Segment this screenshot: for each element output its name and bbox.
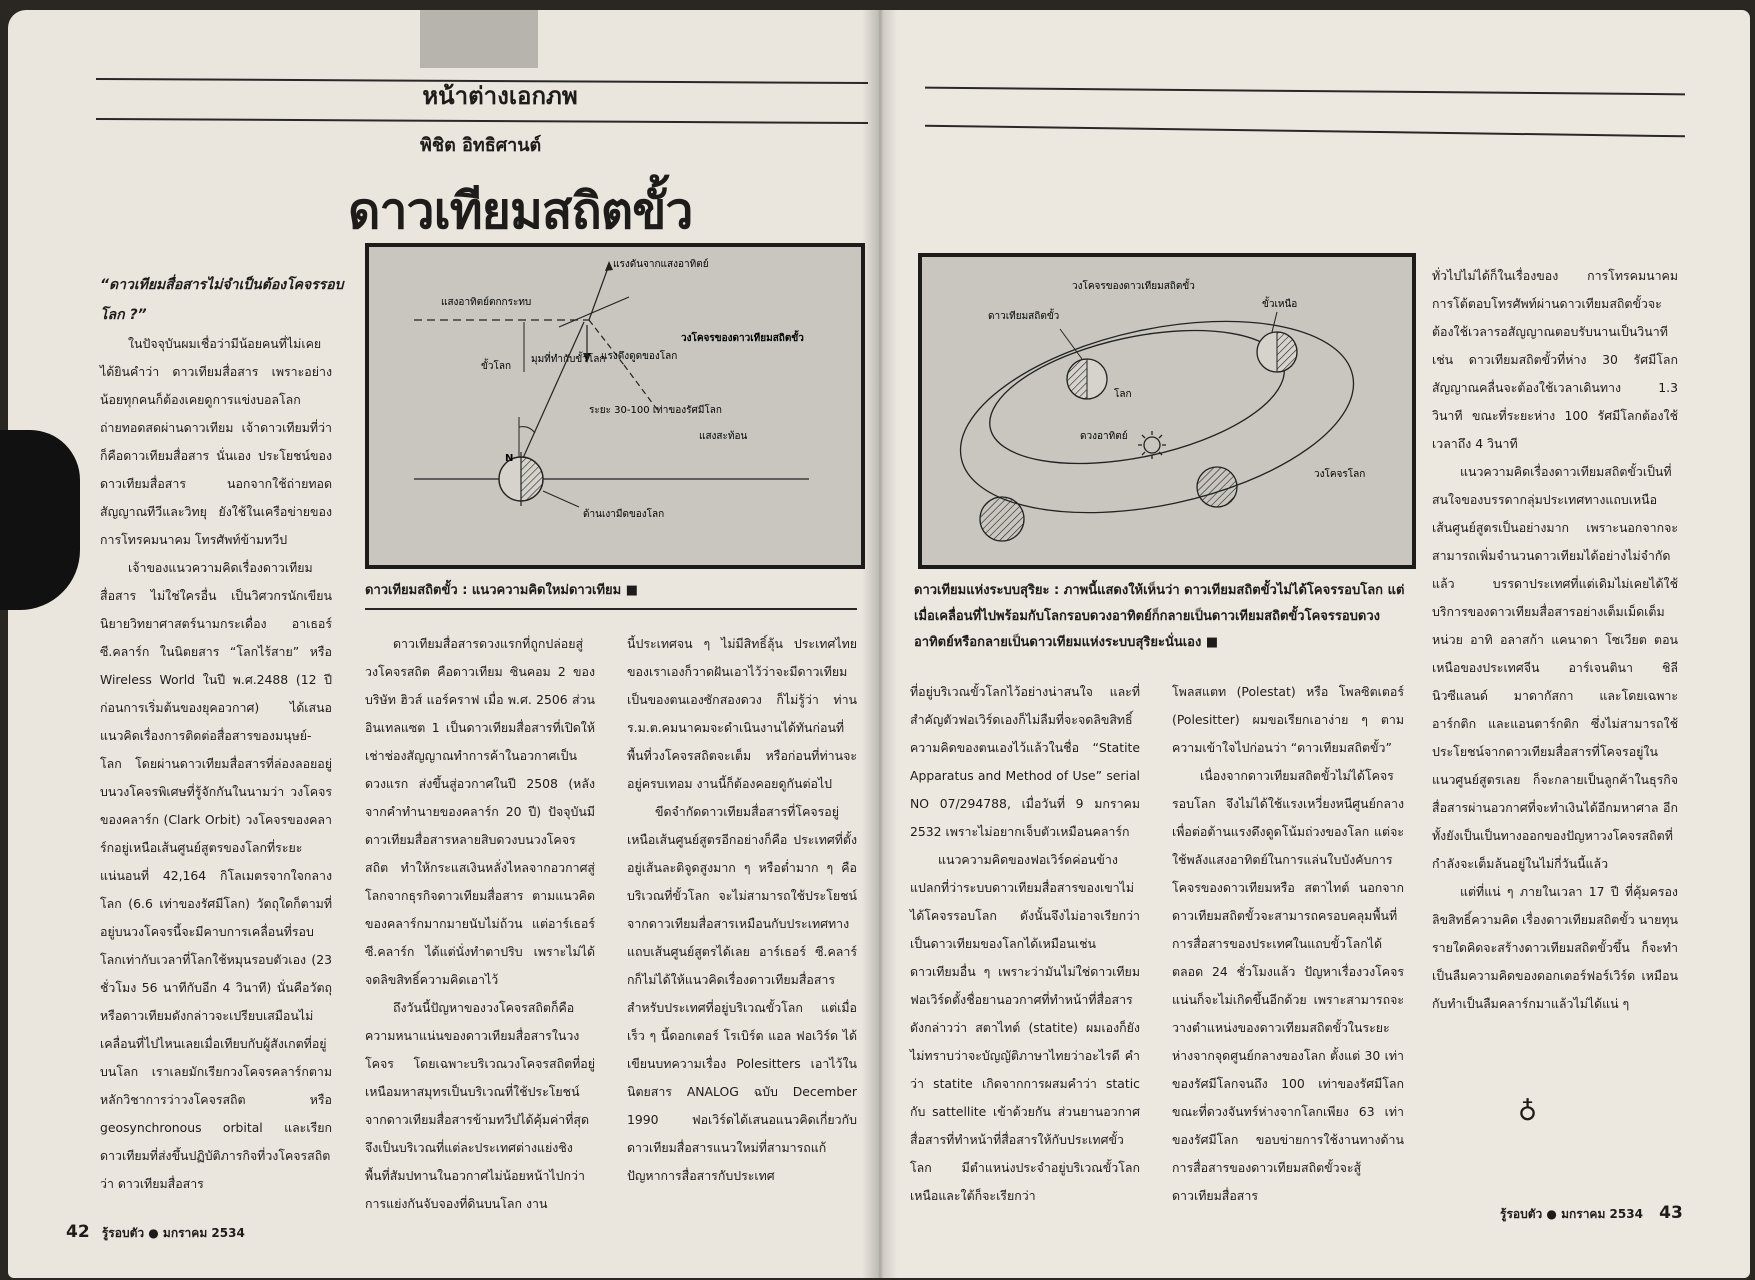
label-pole: ขั้วโลก bbox=[481, 361, 512, 372]
paragraph: แนวความคิดของฟอเวิร์ดค่อนข้างแปลกที่ว่าระบบดาวเทียมสื่อสารของเขาไม่ได้โคจรรอบโลก ดังนั้นจึงไม่อาจเรียกว่าเป็นดาวเทียมของโลกได้เหมือนเช่นดาวเทียมอื่น ๆ เพราะว่ามันไม่ใช่ดาวเทียม ฟอเวิร์ดตั้งชื่อยานอวกาศที่ทำหน้าที่สื่อสารดังกล่าวว่า สตาไทต์ (statite) ผมเองก็ยังไม่ทราบว่าจะบัญญัติภาษาไทยว่าอะไรดี คำว่า statite เกิดจากการผสมคำว่า static กับ sattellite เข้าด้วยกัน ส่วนยานอวกาศสื่อสารที่ทำหน้าที่สื่อสารให้กับประเทศขั้วโลก มีตำแหน่งประจำอยู่บริเวณขั้วโลกเหนือและใต้ก็จะเรียกว่า bbox=[910, 852, 1140, 1203]
left-column-3 bbox=[627, 630, 857, 1190]
figure-polesitter-diagram bbox=[365, 243, 865, 569]
label-north-pole: ขั้วเหนือ bbox=[1262, 299, 1298, 310]
left-folio bbox=[66, 1222, 245, 1243]
label-angle: มุมที่ทำกับขั้วโลก bbox=[531, 354, 606, 365]
caption-rule-left bbox=[365, 608, 857, 610]
finger-shadow bbox=[0, 430, 80, 610]
article-headline: ดาวเทียมสถิตขั้ว bbox=[348, 182, 693, 240]
figure-1-caption: ดาวเทียมสถิตขั้ว : แนวความคิดใหม่ดาวเทียม ■ bbox=[365, 583, 639, 598]
left-column-2 bbox=[365, 630, 595, 1218]
end-mark-icon: ♁ bbox=[1518, 1097, 1538, 1127]
label-earth-orbit: วงโคจรโลก bbox=[1314, 469, 1366, 480]
paragraph: โพลสแตท (Polestat) หรือ โพลซิตเตอร์ (Polesitter) ผมขอเรียกเอาง่าย ๆ ตามความเข้าใจไปก่อนว่า “ดาวเทียมสถิตขั้ว” bbox=[1172, 684, 1404, 755]
paragraph: ดาวเทียมสื่อสารดวงแรกที่ถูกปล่อยสู่วงโคจรสถิต คือดาวเทียม ซินคอม 2 ของบริษัท ฮิวส์ แอร์คราฟ เมื่อ พ.ศ. 2506 ส่วนอินเทลแซต 1 เป็นดาวเทียมสื่อสารที่เปิดให้เช่าช่องสัญญาณทำการค้าในอวกาศเป็นดวงแรก ส่งขึ้นสู่อวกาศในปี 2508 (หลังจากคำทำนายของคลาร์ก 20 ปี) ปัจจุบันมีดาวเทียมสื่อสารหลายสิบดวงบนวงโคจรสถิต ทำให้กระแสเงินหลั่งไหลจากอวกาศสู่โลกจากธุรกิจดาวเทียมสื่อสาร ตามแนวคิดของคลาร์กมากมายนับไม่ถ้วน แต่อาร์เธอร์ ซี.คลาร์ก ได้แต่นั่งทำตาปริบ เพราะไม่ได้จดลิขสิทธิ์ความคิดเอาไว้ bbox=[365, 636, 595, 987]
label-north: N bbox=[505, 453, 514, 464]
pull-quote: “ดาวเทียมสื่อสารไม่จำเป็นต้องโคจรรอบโลก ?” bbox=[100, 277, 344, 323]
paragraph: ขีดจำกัดดาวเทียมสื่อสารที่โคจรอยู่เหนือเส้นศูนย์สูตรอีกอย่างก็คือ ประเทศที่ตั้งอยู่เส้นละติจูดสูงมาก ๆ หรือต่ำมาก ๆ คือบริเวณที่ขั้วโลก จะไม่สามารถใช้ประโยชน์จากดาวเทียมสื่อสารเหมือนกับประเทศทางแถบเส้นศูนย์สูตรได้เลย อาร์เธอร์ ซี.คลาร์กก็ไม่ได้ให้แนวคิดเรื่องดาวเทียมสื่อสารสำหรับประเทศที่อยู่บริเวณขั้วโลก แต่เมื่อเร็ว ๆ นี้ดอกเตอร์ โรเบิร์ต แอล ฟอเวิร์ด ได้เขียนบทความเรื่อง Polesitters เอาไว้ในนิตยสาร ANALOG ฉบับ December 1990 ฟอเวิร์ดได้เสนอแนวคิดเกี่ยวกับดาวเทียมสื่อสารแนวใหม่ที่สามารถแก้ปัญหาการสื่อสารกับประเทศ bbox=[627, 804, 857, 1183]
paragraph: เจ้าของแนวความคิดเรื่องดาวเทียมสื่อสาร ไม่ใช่ใครอื่น เป็นวิศวกรนักเขียนนิยายวิทยาศาสตร์นามกระเดื่อง อาเธอร์ ซี.คลาร์ก ในนิตยสาร “โลกไร้สาย” หรือ Wireless World ในปี พ.ศ.2488 (12 ปีก่อนการเริ่มต้นของยุคอวกาศ) ได้เสนอแนวคิดเรื่องการติดต่อสื่อสารของมนุษย์-โลก โดยผ่านดาวเทียมสื่อสารที่ล่องลอยอยู่บนวงโคจรพิเศษที่รู้จักกันในนามว่า วงโคจรของคลาร์ก (Clark Orbit) วงโคจรของคลาร์กอยู่เหนือเส้นศูนย์สูตรของโลกที่ระยะแน่นอนที่ 42,164 กิโลเมตรจากใจกลางโลก (6.6 เท่าของรัศมีโลก) วัตถุใดก็ตามที่อยู่บนวงโคจรนี้จะมีคาบการเคลื่อนที่รอบโลกเท่ากับเวลาที่โลกใช้หมุนรอบตัวเอง (23 ชั่วโมง 56 นาทีกับอีก 4 วินาที) นั่นคือวัตถุหรือดาวเทียมดังกล่าวจะเปรียบเสมือนไม่เคลื่อนที่ไปไหนเลยเมื่อเทียบกับผู้สังเกตที่อยู่บนโลก เราเลยมักเรียกวงโคจรคลาร์กตามหลักวิชาการว่าวงโคจรสถิต หรือ geosynchronous orbital และเรียกดาวเทียมที่ส่งขึ้นปฏิบัติภารกิจที่วงโคจรสถิตว่า ดาวเทียมสื่อสาร bbox=[100, 560, 332, 1191]
right-folio-text: รู้รอบตัว ● มกราคม 2534 bbox=[1500, 1207, 1643, 1221]
book-gutter bbox=[862, 10, 898, 1278]
paragraph: เนื่องจากดาวเทียมสถิตขั้วไม่ได้โคจรรอบโลก จึงไม่ได้ใช้แรงเหวี่ยงหนีศูนย์กลางเพื่อต่อต้านแรงดึงดูดโน้มถ่วงของโลก แต่จะใช้พลังแสงอาทิตย์ในการแล่นใบบังคับการโคจรของดาวเทียมหรือ สตาไทต์ นอกจากดาวเทียมสถิตขั้วจะสามารถครอบคลุมพื้นที่การสื่อสารของประเทศในแถบขั้วโลกได้ตลอด 24 ชั่วโมงแล้ว ปัญหาเรื่องวงโคจรแน่นก็จะไม่เกิดขึ้นอีกด้วย เพราะสามารถจะวางตำแหน่งของดาวเทียมสถิตขั้วในระยะห่างจากจุดศูนย์กลางของโลก ตั้งแต่ 30 เท่าของรัศมีโลกจนถึง 100 เท่าของรัศมีโลก ขณะที่ดวงจันทร์ห่างจากโลกเพียง 63 เท่าของรัศมีโลก ขอบข่ายการใช้งานทางด้านการสื่อสารของดาวเทียมสถิตขั้วจะสู้ดาวเทียมสื่อสาร bbox=[1172, 768, 1404, 1203]
solar-system-diagram-svg bbox=[922, 257, 1412, 565]
paragraph: ในปัจจุบันผมเชื่อว่ามีน้อยคนที่ไม่เคยได้ยินคำว่า ดาวเทียมสื่อสาร เพราะอย่างน้อยทุกคนก็ต้องเคยดูการแข่งบอลโลกถ่ายทอดสดผ่านดาวเทียม เจ้าดาวเทียมที่ว่าก็คือดาวเทียมสื่อสาร นั่นเอง ประโยชน์ของดาวเทียมสื่อสาร นอกจากใช้ถ่ายทอดสัญญาณทีวีและวิทยุ ยังใช้ในเครือข่ายของการโทรคมนาคม โทรศัพท์ข้ามทวีป bbox=[100, 336, 332, 547]
paragraph: นี้ประเทศจน ๆ ไม่มีสิทธิ์ลุ้น ประเทศไทยของเราเองก็วาดฝันเอาไว้ว่าจะมีดาวเทียมเป็นของตนเองซักสองดวง ก็ไม่รู้ว่า ท่าน ร.ม.ต.คมนาคมจะดำเนินงานได้ทันก่อนที่พื้นที่วงโคจรสถิตจะเต็ม หรือก่อนที่ท่านจะอยู่ครบเทอม งานนี้ก็ต้องคอยดูกันต่อไป bbox=[627, 636, 857, 791]
right-folio bbox=[1500, 1203, 1683, 1224]
label-gravity: แรงดึงดูดของโลก bbox=[601, 351, 678, 362]
right-column-2 bbox=[1172, 678, 1404, 1210]
label-satellite: ดาวเทียมสถิตขั้ว bbox=[988, 311, 1060, 322]
label-satellite-orbit: วงโคจรของดาวเทียมสถิตขั้ว bbox=[1072, 281, 1195, 292]
label-reflected: แสงสะท้อน bbox=[699, 431, 748, 442]
header-rule-bottom-right bbox=[925, 125, 1685, 138]
label-radiation-pressure: แรงดันจากแสงอาทิตย์ bbox=[613, 259, 709, 270]
left-folio-text: รู้รอบตัว ● มกราคม 2534 bbox=[101, 1226, 245, 1240]
label-orbit: วงโคจรของดาวเทียมสถิตขั้ว bbox=[681, 333, 804, 344]
label-earth: โลก bbox=[1114, 389, 1132, 400]
paragraph: ถึงวันนี้ปัญหาของวงโคจรสถิตก็คือ ความหนาแน่นของดาวเทียมสื่อสารในวงโคจร โดยเฉพาะบริเวณวงโคจรสถิตที่อยู่เหนือมหาสมุทรเป็นบริเวณที่ใช้ประโยชน์จากดาวเทียมสื่อสารข้ามทวีปได้คุ้มค่าที่สุด จึงเป็นบริเวณที่แต่ละประเทศต่างแย่งชิงพื้นที่สัมปทานในอวกาศไม่น้อยหน้าไปกว่าการแย่งกันจับจองที่ดินบนโลก งาน bbox=[365, 1000, 595, 1211]
right-column-1 bbox=[910, 678, 1140, 1210]
paragraph: แต่ที่แน่ ๆ ภายในเวลา 17 ปี ที่คุ้มครองลิขสิทธิ์ความคิด เรื่องดาวเทียมสถิตขั้ว นายทุนรายใดคิดจะสร้างดาวเทียมสถิตขั้วขึ้น ก็จะทำเป็นลืมความคิดของดอกเตอร์ฟอร์เวิร์ด เหมือนกับทำเป็นลืมคลาร์กมาแล้วไม่ได้แน่ ๆ bbox=[1432, 884, 1678, 1011]
figure-2-caption: ดาวเทียมแห่งระบบสุริยะ : ภาพนี้แสดงให้เห็นว่า ดาวเทียมสถิตขั้วไม่ได้โคจรรอบโลก แต่เมื่อเคลื่อนที่ไปพร้อมกับโลกรอบดวงอาทิตย์ก็กลายเป็นดาวเทียมสถิตขั้วโคจรรอบดวงอาทิตย์หรือกลายเป็นดาวเทียมแห่งระบบสุริยะนั่นเอง ■ bbox=[914, 583, 1405, 650]
polesitter-diagram-svg bbox=[369, 247, 861, 565]
grey-tab bbox=[420, 10, 538, 68]
header-rule-top-right bbox=[925, 87, 1685, 96]
author-name: พิชิต อิทธิศานต์ bbox=[420, 135, 542, 156]
right-column-3 bbox=[1432, 262, 1678, 1018]
label-sunlight: แสงอาทิตย์ตกกระทบ bbox=[441, 297, 532, 308]
left-column-1 bbox=[100, 330, 332, 1198]
label-night-side: ด้านเงามืดของโลก bbox=[583, 509, 665, 520]
figure-solar-system-satellite bbox=[918, 253, 1416, 569]
right-page-number: 43 bbox=[1659, 1203, 1683, 1223]
paragraph: ที่อยู่บริเวณขั้วโลกไว้อย่างน่าสนใจ และที่สำคัญตัวฟอเวิร์ดเองก็ไม่ลืมที่จะจดลิขสิทธิ์ความคิดของตนเองไว้แล้วในชื่อ “Statite Apparatus and Method of Use” serial NO 07/294788, เมื่อวันที่ 9 มกราคม 2532 เพราะไม่อยากเจ็บตัวเหมือนคลาร์ก bbox=[910, 684, 1140, 839]
paragraph: แนวความคิดเรื่องดาวเทียมสถิตขั้วเป็นที่สนใจของบรรดากลุ่มประเทศทางแถบเหนือเส้นศูนย์สูตรเป็นอย่างมาก เพราะนอกจากจะสามารถเพิ่มจำนวนดาวเทียมได้อย่างไม่จำกัดแล้ว บรรดาประเทศที่แต่เดิมไม่เคยได้ใช้บริการของดาวเทียมสื่อสารอย่างเต็มเม็ดเต็มหน่วย อาทิ อลาสก้า แคนาดา โซเวียต ตอนเหนือของประเทศจีน อาร์เจนตินา ชิลี นิวซีแลนด์ มาดากัสกา และโดยเฉพาะอาร์กติก และแอนตาร์กติก ซึ่งไม่สามารถใช้ประโยชน์จากดาวเทียมสื่อสารที่โคจรอยู่ในแนวศูนย์สูตรเลย ก็จะกลายเป็นลูกค้าในธุรกิจสื่อสารผ่านอวกาศที่จะทำเงินได้อีกมหาศาล อีกทั้งยังเป็นเป็นทางออกของปัญหาวงโคจรสถิตที่กำลังจะเต็มล้นอยู่ในไม่กี่วันนี้แล้ว bbox=[1432, 464, 1678, 871]
label-sun: ดวงอาทิตย์ bbox=[1080, 431, 1128, 442]
paragraph: ทั่วไปไม่ได้ก็ในเรื่องของ การโทรคมนาคม การโต้ตอบโทรศัพท์ผ่านดาวเทียมสถิตขั้วจะต้องใช้เวลารอสัญญาณตอบรับนานเป็นวินาที เช่น ดาวเทียมสถิตขั้วที่ห่าง 30 รัศมีโลก สัญญาณคลื่นจะต้องใช้เวลาเดินทาง 1.3 วินาที ขณะที่ระยะห่าง 100 รัศมีโลกต้องใช้เวลาถึง 4 วินาที bbox=[1432, 268, 1678, 451]
label-distance: ระยะ 30-100 เท่าของรัศมีโลก bbox=[589, 405, 722, 416]
left-page-number: 42 bbox=[66, 1222, 90, 1242]
header-rule-bottom bbox=[96, 118, 868, 124]
section-title: หน้าต่างเอกภพ bbox=[422, 82, 578, 110]
